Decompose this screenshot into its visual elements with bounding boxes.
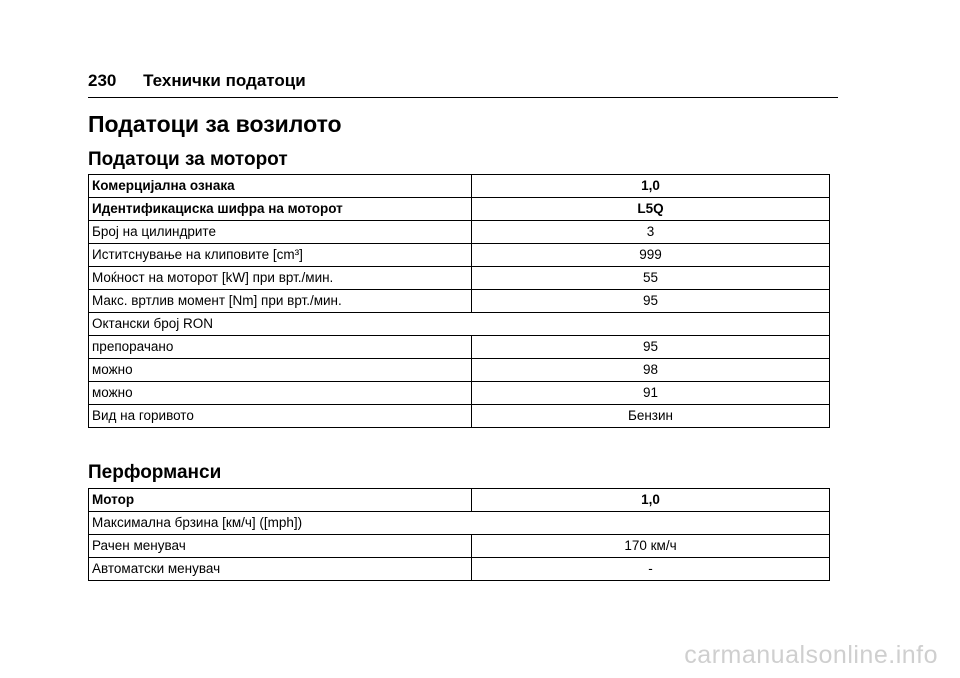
table-row (89, 359, 830, 382)
table-row (89, 405, 830, 428)
table-row (89, 290, 830, 313)
page-title: Податоци за возилото (88, 111, 342, 137)
table-row (89, 313, 830, 336)
header-label: Мотор (89, 489, 472, 512)
row-label: Автоматски менувач (89, 558, 472, 581)
page-header (88, 71, 838, 98)
row-label: Вид на горивото (89, 405, 472, 428)
row-label: Максимална брзина [км/ч] ([mph]) (89, 512, 830, 535)
row-label: Иститснување на клиповите [cm³] (89, 244, 472, 267)
row-value: L5Q (472, 198, 830, 221)
table-row (89, 336, 830, 359)
table-row (89, 512, 830, 535)
header-value: 1,0 (472, 489, 830, 512)
header-value: 1,0 (472, 175, 830, 198)
row-label: можно (89, 359, 472, 382)
row-value: 95 (472, 290, 830, 313)
table-row (89, 198, 830, 221)
engine-data-table (88, 174, 830, 428)
row-value: 170 км/ч (472, 535, 830, 558)
section-title: Технички податоци (143, 71, 306, 90)
row-value: 999 (472, 244, 830, 267)
row-label: Идентификациска шифра на моторот (89, 198, 472, 221)
table-row (89, 535, 830, 558)
table-header-row (89, 175, 830, 198)
row-label: Моќност на моторот [kW] при врт./мин. (89, 267, 472, 290)
engine-data-heading: Податоци за моторот (88, 149, 288, 170)
row-label: Макс. вртлив момент [Nm] при врт./мин. (89, 290, 472, 313)
table-row (89, 267, 830, 290)
table-header-row (89, 489, 830, 512)
table-row (89, 558, 830, 581)
row-value: - (472, 558, 830, 581)
row-value: 3 (472, 221, 830, 244)
header-label: Комерцијална ознака (89, 175, 472, 198)
watermark: carmanualsonline.info (684, 641, 938, 669)
row-value: 95 (472, 336, 830, 359)
row-label: Октански број RON (89, 313, 830, 336)
performance-table (88, 488, 830, 581)
row-value: 98 (472, 359, 830, 382)
table-row (89, 382, 830, 405)
row-value: Бензин (472, 405, 830, 428)
table-row (89, 221, 830, 244)
row-value: 55 (472, 267, 830, 290)
row-label: Рачен менувач (89, 535, 472, 558)
performance-heading: Перформанси (88, 462, 222, 483)
row-label: можно (89, 382, 472, 405)
row-value: 91 (472, 382, 830, 405)
table-row (89, 244, 830, 267)
row-label: Број на цилиндрите (89, 221, 472, 244)
row-label: препорачано (89, 336, 472, 359)
page-number: 230 (88, 71, 117, 90)
